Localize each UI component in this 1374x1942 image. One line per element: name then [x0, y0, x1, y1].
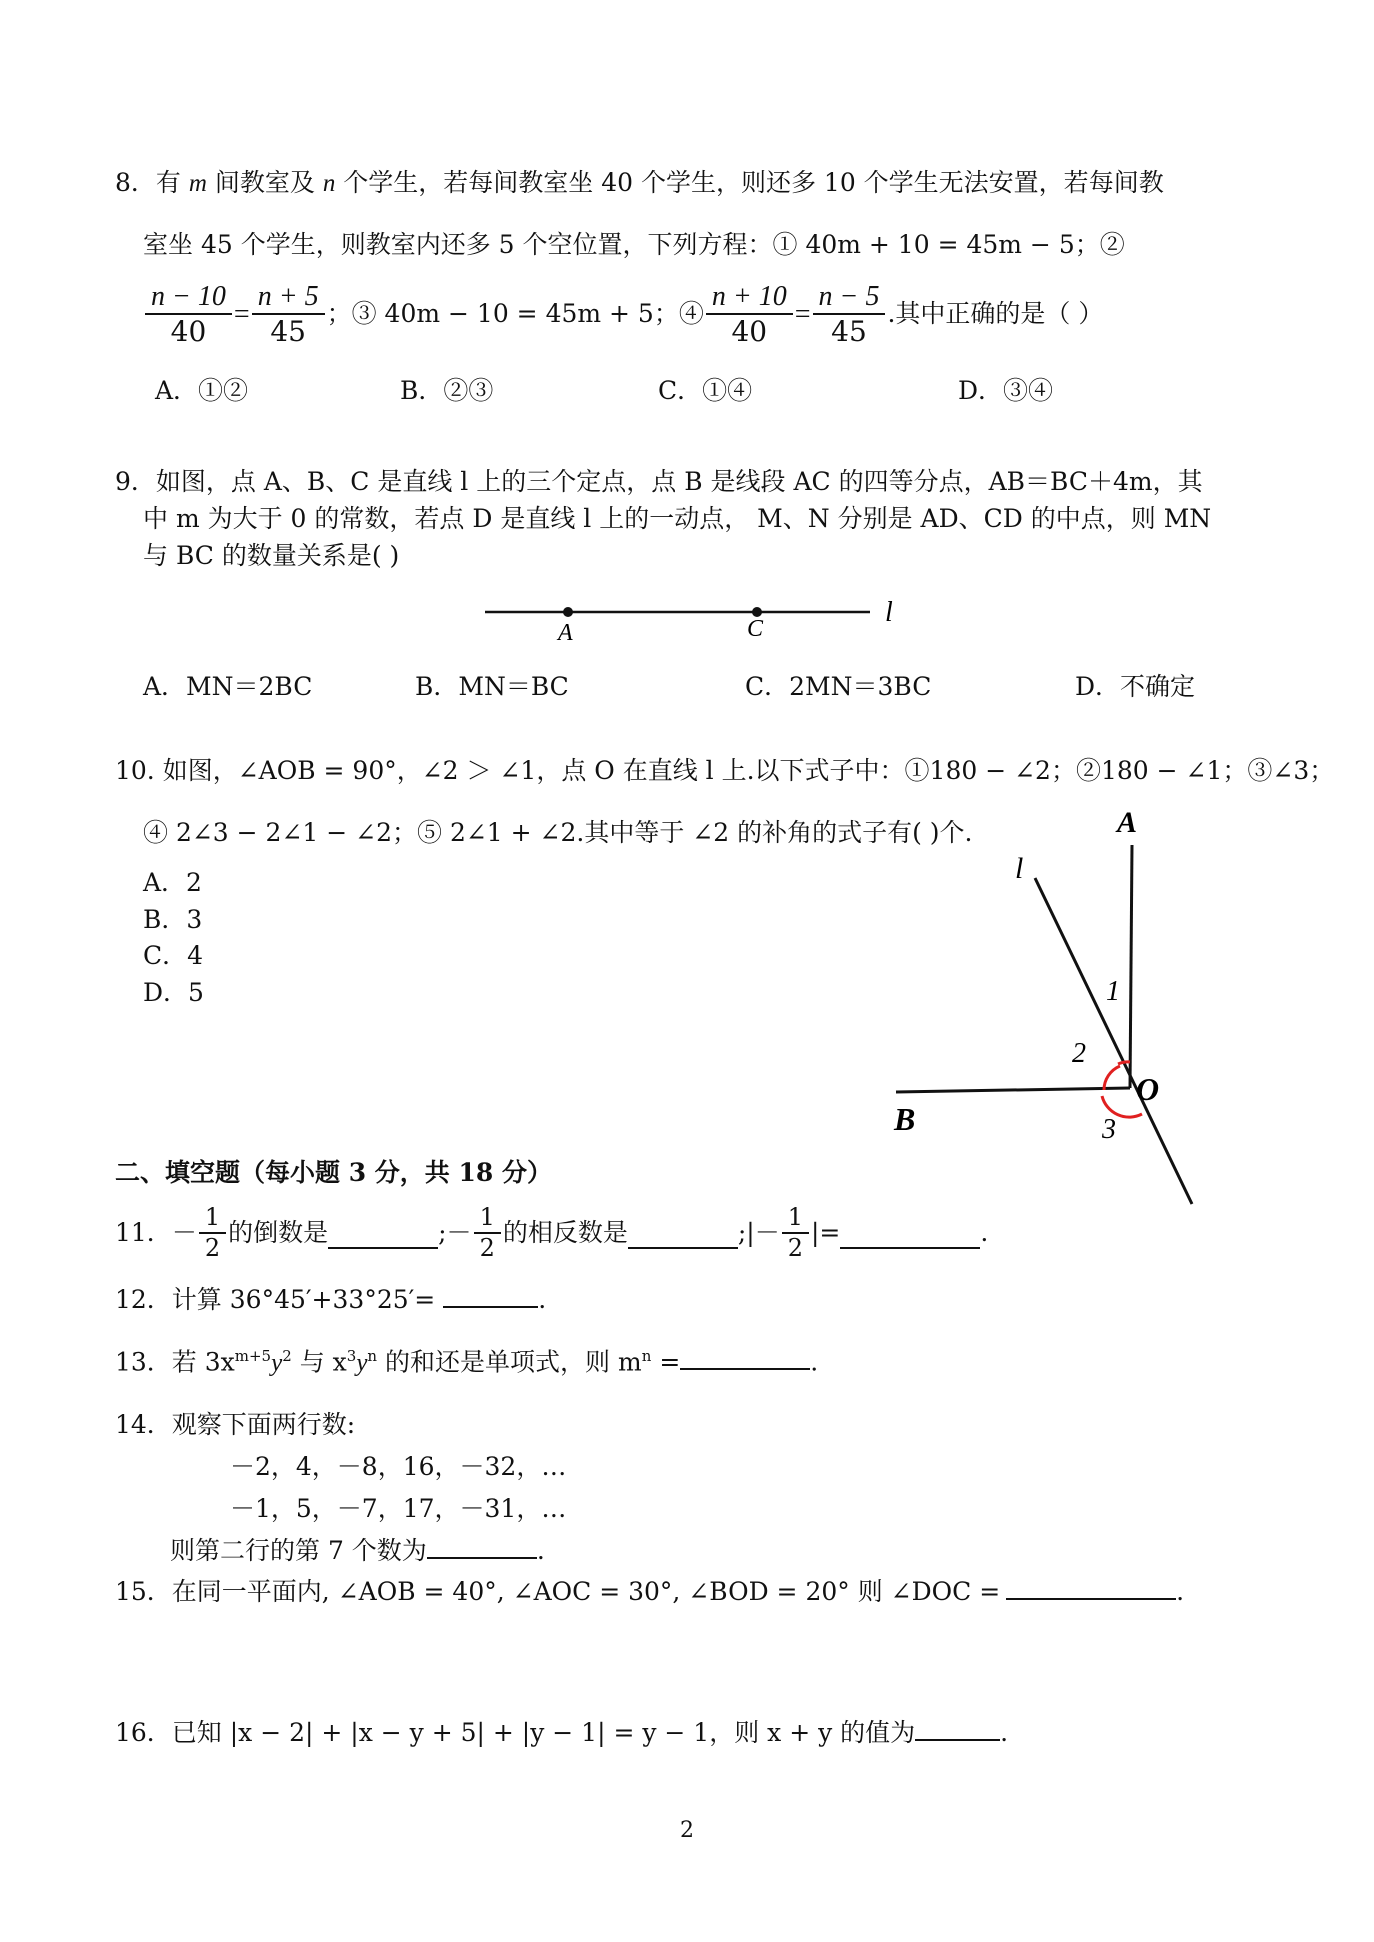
q8-fraction-2	[252, 282, 325, 347]
fraction-numerator: n − 5	[813, 282, 886, 315]
fraction-denominator: 2	[787, 1234, 803, 1263]
q8-option-d: D．③④	[958, 376, 1054, 405]
q14-row2: －1，5，－7，17，－31，…	[230, 1494, 567, 1523]
label-a: A	[1117, 806, 1138, 839]
fraction-numerator: n + 10	[706, 282, 793, 315]
q8-option-b: B．②③	[400, 376, 494, 405]
q8-var-n: n	[322, 170, 336, 197]
q12-line	[115, 1285, 546, 1315]
q10-option-b: B．3	[143, 905, 203, 934]
q13-var-y: y	[356, 1349, 368, 1377]
fraction-numerator: n − 10	[145, 282, 232, 315]
q8-option-c: C．①④	[658, 376, 753, 405]
q11-line	[115, 1205, 988, 1261]
q11-text-opposite: 的相反数是	[502, 1218, 628, 1248]
q11-fraction-1	[199, 1205, 226, 1261]
q13-text: 与 x	[291, 1347, 347, 1377]
q16-end: .	[1000, 1718, 1009, 1747]
q10-line1: 10. 如图，∠AOB = 90°，∠2 ＞ ∠1，点 O 在直线 l 上.以下式子中：①180 − ∠2；②180 − ∠1；③∠3；	[115, 756, 1335, 785]
q9-line-figure	[480, 592, 960, 662]
angle-1-arc	[1118, 1062, 1130, 1064]
line-l	[1035, 878, 1192, 1204]
q10-option-d: D．5	[143, 978, 204, 1007]
q9-option-c: C．2MN＝3BC	[745, 672, 932, 701]
label-l: l	[885, 597, 893, 628]
q8-line3	[143, 282, 1103, 347]
label-angle-3: 3	[1102, 1114, 1116, 1145]
label-c: C	[747, 616, 764, 642]
q10-line2: ④ 2∠3 − 2∠1 − ∠2；⑤ 2∠1 + ∠2.其中等于 ∠2 的补角的式子有( )个.	[143, 818, 973, 847]
minus-sign: －	[171, 1218, 197, 1248]
equals-sign: =	[233, 298, 250, 330]
q13-exponent: n	[367, 1347, 378, 1365]
q10-option-c: C．4	[143, 941, 204, 970]
point-a	[563, 607, 573, 617]
q13-blank[interactable]	[680, 1367, 810, 1370]
q12-text: 12．计算 36°45′+33°25′=	[115, 1285, 444, 1314]
q14-text: 则第二行的第 7 个数为	[170, 1536, 427, 1565]
fraction-denominator: 2	[479, 1234, 495, 1263]
q11-text: ;－	[438, 1218, 472, 1248]
equals-sign: =	[794, 298, 811, 330]
q11-blank-3[interactable]	[840, 1246, 980, 1249]
q9-option-b: B．MN＝BC	[415, 672, 569, 701]
fraction-denominator: 45	[270, 315, 306, 349]
q9-option-a: A．MN＝2BC	[143, 672, 313, 701]
q15-text: 15．在同一平面内, ∠AOB = 40°, ∠AOC = 30°, ∠BOD = 20° 则 ∠DOC =	[115, 1577, 1001, 1606]
q13-var-y: y	[271, 1349, 283, 1377]
q14-end: .	[536, 1536, 545, 1565]
q8-equation-3: ；③ 40m − 10 = 45m + 5；④	[326, 299, 704, 329]
q8-fraction-3	[706, 282, 793, 347]
fraction-denominator: 40	[731, 315, 768, 349]
label-o: O	[1136, 1071, 1160, 1107]
ray-ob	[896, 1088, 1130, 1092]
ray-oa	[1130, 845, 1132, 1088]
section-2-title: 二、填空题（每小题 3 分，共 18 分）	[115, 1158, 553, 1187]
q11-end: .	[980, 1218, 989, 1248]
label-l: l	[1015, 852, 1024, 885]
q11-fraction-2	[474, 1205, 501, 1261]
q11-fraction-3	[782, 1205, 809, 1261]
q8-text: 个学生，若每间教室坐 40 个学生，则还多 10 个学生无法安置，若每间教	[335, 168, 1164, 197]
q13-line	[115, 1347, 818, 1378]
q8-var-m: m	[188, 170, 207, 197]
q11-text-reciprocal: 的倒数是	[228, 1218, 329, 1248]
q16-blank[interactable]	[915, 1738, 1000, 1741]
q9-option-d: D．不确定	[1075, 672, 1196, 701]
fraction-denominator: 45	[831, 315, 867, 349]
q13-exponent: 3	[346, 1347, 357, 1365]
q10-option-a: A．2	[143, 868, 202, 897]
q13-end: .	[810, 1347, 819, 1377]
q11-blank-1[interactable]	[328, 1246, 438, 1249]
q11-blank-2[interactable]	[628, 1246, 738, 1249]
q11-text: ;|－	[737, 1218, 780, 1248]
page-number: 2	[680, 1818, 694, 1843]
q14-row1: －2，4，－8，16，－32，…	[230, 1452, 567, 1481]
fraction-numerator: 1	[782, 1205, 809, 1234]
q8-fraction-1	[145, 282, 232, 347]
q11-number: 11．	[115, 1218, 172, 1248]
q9-line3: 与 BC 的数量关系是( )	[143, 541, 400, 570]
q16-text: 16．已知 |x − 2| + |x − y + 5| + |y − 1| = y − 1，则 x + y 的值为	[115, 1718, 916, 1747]
q9-line2: 中 m 为大于 0 的常数，若点 D 是直线 l 上的一动点， M、N 分别是 AD、CD 的中点，则 MN	[143, 504, 1212, 533]
label-a: A	[558, 620, 573, 646]
fraction-numerator: 1	[474, 1205, 501, 1234]
q8-fraction-4	[813, 282, 886, 347]
fraction-denominator: 40	[170, 315, 207, 349]
q8-line1	[115, 168, 1164, 199]
q15-line	[115, 1577, 1184, 1607]
label-b: B	[894, 1101, 916, 1137]
label-angle-2: 2	[1072, 1038, 1086, 1069]
fraction-denominator: 2	[204, 1234, 221, 1263]
q9-line1: 9．如图，点 A、B、C 是直线 l 上的三个定点，点 B 是线段 AC 的四等分点，AB＝BC＋4m，其	[115, 467, 1203, 496]
q13-exponent: 2	[282, 1347, 292, 1365]
q13-text: 13．若 3x	[115, 1347, 235, 1377]
q13-text: 的和还是单项式，则 m	[377, 1347, 642, 1377]
q8-line2: 室坐 45 个学生，则教室内还多 5 个空位置，下列方程：① 40m + 10 = 45m − 5；②	[143, 230, 1125, 259]
q13-exponent: n	[641, 1347, 652, 1365]
q11-text: |=	[811, 1218, 841, 1248]
angle-2-arc	[1104, 1066, 1120, 1090]
q8-option-a: A．①②	[155, 376, 249, 405]
q8-text: 间教室及	[206, 168, 323, 197]
q8-question-tail: .其中正确的是（ ）	[887, 299, 1104, 329]
q12-blank[interactable]	[443, 1305, 538, 1308]
q8-text: 8．有	[115, 168, 189, 197]
q13-text: =	[651, 1347, 681, 1377]
fraction-numerator: 1	[199, 1205, 226, 1234]
q15-blank[interactable]	[1006, 1597, 1176, 1600]
q15-end: .	[1176, 1577, 1185, 1606]
q14-intro: 14．观察下面两行数:	[115, 1410, 356, 1439]
label-angle-1: 1	[1106, 976, 1120, 1007]
q16-line	[115, 1718, 1008, 1748]
q12-end: .	[538, 1285, 547, 1314]
q10-angle-figure	[880, 800, 1220, 1220]
q14-question	[170, 1536, 545, 1566]
q13-exponent: m+5	[234, 1347, 272, 1365]
q14-blank[interactable]	[427, 1556, 537, 1559]
fraction-numerator: n + 5	[252, 282, 325, 315]
